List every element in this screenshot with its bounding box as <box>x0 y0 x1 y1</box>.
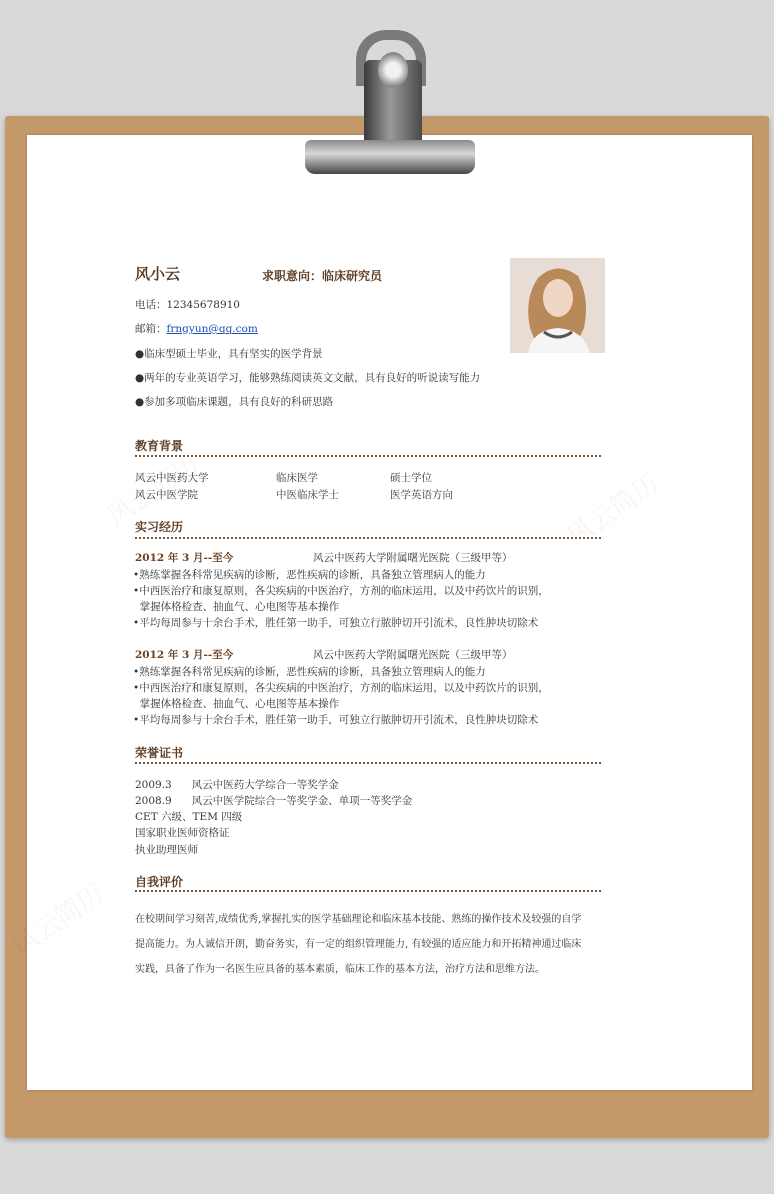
clip-hole <box>378 52 408 88</box>
internship-line: •平均每周参与十余台手术，胜任第一助手，可独立行脓肿切开引流术，良性肿块切除术 <box>133 714 539 726</box>
section-divider <box>135 890 601 892</box>
summary-item: ●参加多项临床课题，具有良好的科研思路 <box>135 396 334 408</box>
internship-line: •中西医治疗和康复原则，各尖疾病的中医治疗，方剂的临床运用，以及中药饮片的识别， <box>133 585 549 597</box>
honor-item: 国家职业医师资格证 <box>135 827 230 839</box>
job-intent: 求职意向：临床研究员 <box>262 269 383 283</box>
self-eval-line: 实践，具备了作为一名医生应具备的基本素质，临床工作的基本方法，治疗方法和思维方法。 <box>135 964 545 975</box>
internship-line: •熟练掌握各科常见疾病的诊断，恶性疾病的诊断，具备独立管理病人的能力 <box>133 569 486 581</box>
edu-school: 风云中医学院 <box>135 489 198 501</box>
internship-date: 2012 年 3 月--至今 <box>135 552 234 564</box>
self-eval-line: 提高能力。为人诚信开朗，勤奋务实，有一定的组织管理能力, 有较强的适应能力和开拓精神通过临床 <box>135 939 582 950</box>
section-title-self: 自我评价 <box>135 875 184 889</box>
edu-major: 临床医学 <box>276 472 318 484</box>
email-link[interactable]: frngyun@qq.com <box>166 323 258 335</box>
clip-base <box>305 140 475 174</box>
edu-degree: 硕士学位 <box>390 472 432 484</box>
phone: 电话：12345678910 <box>135 299 240 311</box>
edu-school: 风云中医药大学 <box>135 472 209 484</box>
internship-date: 2012 年 3 月--至今 <box>135 649 234 661</box>
internship-line: •平均每周参与十余台手术，胜任第一助手，可独立行脓肿切开引流术，良性肿块切除术 <box>133 617 539 629</box>
edu-major: 中医临床学士 <box>276 489 339 501</box>
self-eval-line: 在校期间学习刻苦,成绩优秀,掌握扎实的医学基础理论和临床基本技能、熟练的操作技术及较强的自学 <box>135 914 582 925</box>
summary-item: ●两年的专业英语学习，能够熟练阅读英文文献，具有良好的听说读写能力 <box>135 372 481 384</box>
section-title-honors: 荣誉证书 <box>135 746 184 760</box>
candidate-name: 风小云 <box>135 265 181 283</box>
section-divider <box>135 537 601 539</box>
portrait-image <box>510 258 605 353</box>
section-divider <box>135 455 601 457</box>
section-divider <box>135 762 601 764</box>
summary-item: ●临床型硕士毕业，具有坚实的医学背景 <box>135 348 323 360</box>
section-title-internship: 实习经历 <box>135 520 184 534</box>
section-title-education: 教育背景 <box>135 439 184 453</box>
profile-photo <box>510 258 605 353</box>
internship-line: 掌握体格检查、抽血气、心电图等基本操作 <box>133 698 340 710</box>
honor-item: 2009.3 风云中医药大学综合一等奖学金 <box>135 779 339 791</box>
internship-line: •中西医治疗和康复原则，各尖疾病的中医治疗，方剂的临床运用，以及中药饮片的识别， <box>133 682 549 694</box>
internship-line: 掌握体格检查、抽血气、心电图等基本操作 <box>133 601 340 613</box>
internship-line: •熟练掌握各科常见疾病的诊断，恶性疾病的诊断，具备独立管理病人的能力 <box>133 666 486 678</box>
email-row <box>135 321 258 336</box>
email-label: 邮箱： <box>135 323 167 335</box>
honor-item: 执业助理医师 <box>135 844 198 856</box>
internship-org: 风云中医药大学附属曙光医院（三级甲等） <box>313 649 513 661</box>
edu-degree: 医学英语方向 <box>390 489 453 501</box>
honor-item: 2008.9 风云中医学院综合一等奖学金、单项一等奖学金 <box>135 795 413 807</box>
internship-org: 风云中医药大学附属曙光医院（三级甲等） <box>313 552 513 564</box>
honor-item: CET 六级、TEM 四级 <box>135 811 243 823</box>
